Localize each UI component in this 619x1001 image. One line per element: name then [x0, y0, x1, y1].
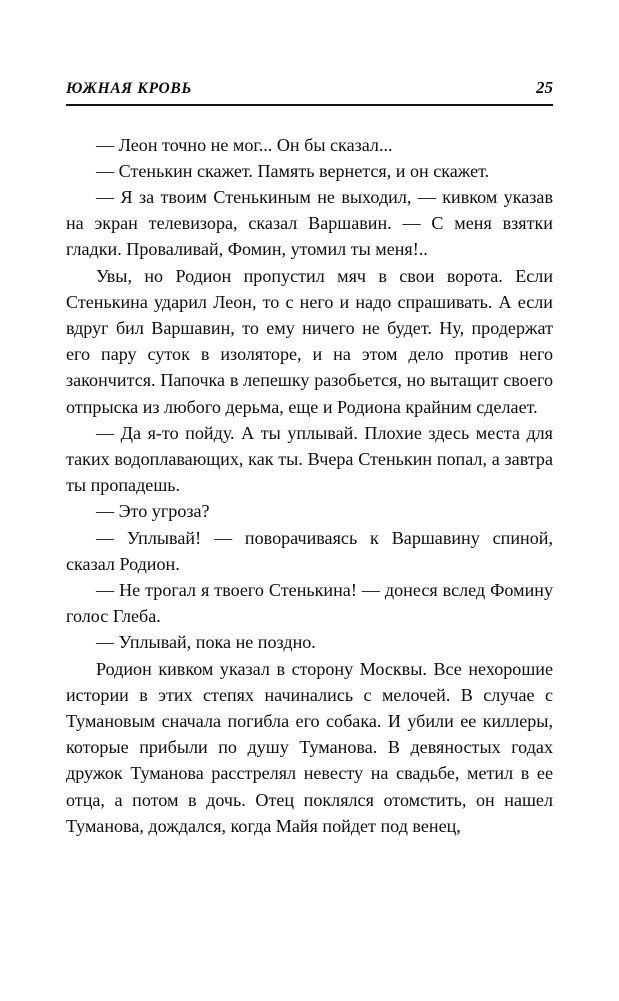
paragraph: Родион кивком указал в сторону Москвы. Все нехорошие истории в этих степях начинались с мелочей. В случае с Тумановым сначала погибла его собака. И убили ее киллеры, которые прибыли по душу Туманова. В девяностых годах дружок Туманова расстрелял невесту на свадьбе, метил в ее отца, а потом в дочь. Отец поклялся отомстить, он нашел Туманова, дождался, когда Майя пойдет под венец,: [66, 658, 553, 836]
header-rule: [66, 104, 553, 106]
paragraph: Увы, но Родион пропустил мяч в свои ворота. Если Стенькина ударил Леон, то с него и надо спрашивать. А если вдруг бил Варшавин, то ему ничего не будет. Ну, продержат его пару суток в изоляторе, и на этом дело против него закончится. Папочка в лепешку разобьется, но вытащит своего отпрыска из любого дерьма, еще и Родиона крайним сделает.: [66, 265, 553, 417]
paragraph: — Я за твоим Стенькиным не выходил, — кивком указав на экран телевизора, сказал Варшавин. — С меня взятки гладки. Проваливай, Фомин, утомил ты меня!..: [66, 187, 553, 260]
paragraph: — Это угроза?: [96, 501, 210, 522]
paragraph: — Не трогал я твоего Стенькина! — донеся вслед Фомину голос Глеба.: [66, 580, 553, 627]
page-number: 25: [536, 78, 553, 97]
paragraph: — Уплывай, пока не поздно.: [96, 632, 316, 653]
paragraph: — Да я-то пойду. А ты уплывай. Плохие здесь места для таких водоплавающих, как ты. Вчера Стенькин попал, а завтра ты пропадешь.: [66, 422, 553, 496]
paragraph: — Стенькин скажет. Память вернется, и он скажет.: [96, 160, 490, 181]
paragraph: — Леон точно не мог... Он бы сказал...: [96, 134, 393, 155]
paragraph: — Уплывай! — поворачиваясь к Варшавину спиной, сказал Родион.: [66, 527, 553, 574]
running-head: [66, 78, 553, 98]
running-title: ЮЖНАЯ КРОВЬ: [66, 80, 192, 97]
body-text: [66, 132, 553, 839]
